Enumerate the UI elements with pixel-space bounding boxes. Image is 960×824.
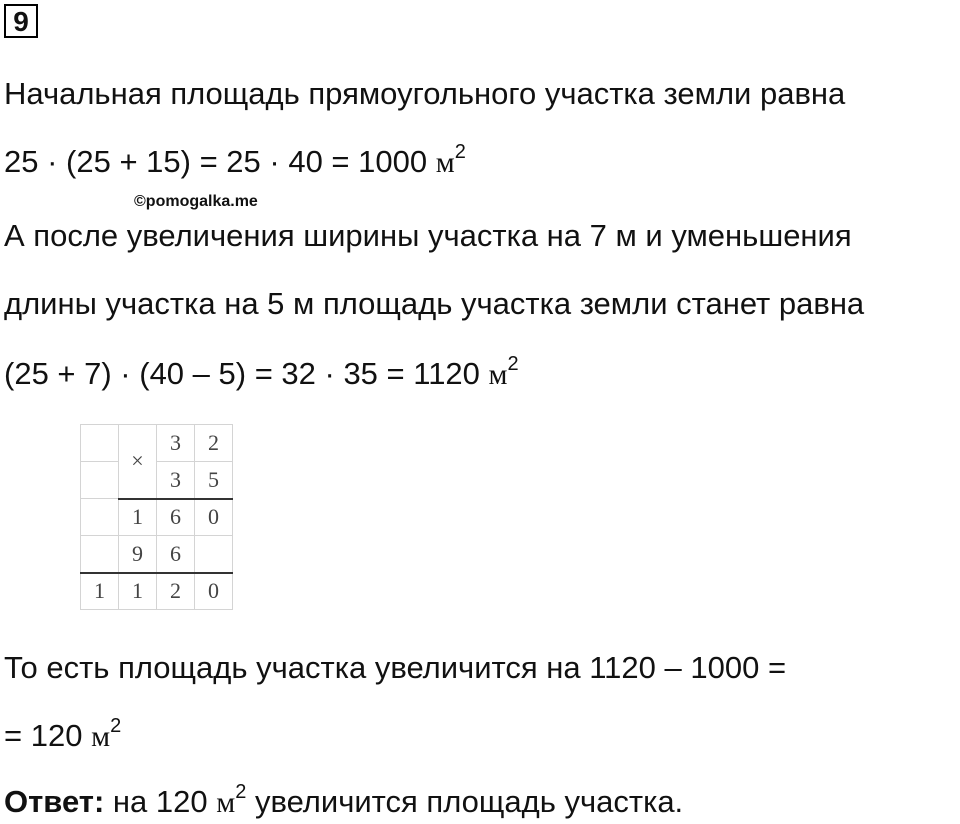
mult-cell: 6 xyxy=(157,536,195,573)
mult-cell: 6 xyxy=(157,499,195,536)
mult-row xyxy=(81,573,233,610)
unit: м xyxy=(216,786,236,819)
answer-line xyxy=(4,781,684,820)
mult-cell xyxy=(195,536,233,573)
mult-cell: 1 xyxy=(81,573,119,610)
answer-label: Ответ: xyxy=(4,784,105,819)
mult-row xyxy=(81,499,233,536)
mult-cell xyxy=(81,536,119,573)
text-line-3: А после увеличения ширины участка на 7 м и уменьшения xyxy=(4,218,852,253)
mult-cell: 9 xyxy=(119,536,157,573)
mult-cell: 0 xyxy=(195,499,233,536)
mult-cell: 1 xyxy=(119,573,157,610)
mult-cell xyxy=(81,425,119,462)
text-line-6: То есть площадь участка увеличится на 1120 – 1000 = xyxy=(4,650,787,685)
mult-row xyxy=(81,425,233,462)
mult-cell: 2 xyxy=(157,573,195,610)
multiply-sign: × xyxy=(119,425,157,499)
expression-text: (25 + 7) · (40 – 5) = 32 · 35 = 1120 xyxy=(4,356,480,391)
answer-text-end: увеличится площадь участка. xyxy=(254,784,684,819)
unit: м xyxy=(435,146,455,179)
column-multiplication xyxy=(80,424,233,610)
mult-row xyxy=(81,462,233,499)
mult-row xyxy=(81,536,233,573)
answer-text: на 120 xyxy=(112,784,208,819)
unit: м xyxy=(91,720,111,753)
text-line-1: Начальная площадь прямоугольного участка земли равна xyxy=(4,76,846,111)
problem-number: 9 xyxy=(4,4,38,38)
mult-cell xyxy=(81,499,119,536)
unit-exponent: 2 xyxy=(110,715,122,737)
mult-cell: 3 xyxy=(157,425,195,462)
unit-exponent: 2 xyxy=(235,781,247,803)
text-line-4: длины участка на 5 м площадь участка земли станет равна xyxy=(4,286,865,321)
expression-new-area xyxy=(4,353,519,392)
watermark: ©pomogalka.me xyxy=(134,193,258,210)
expression-difference xyxy=(4,715,122,754)
mult-cell: 2 xyxy=(195,425,233,462)
unit: м xyxy=(488,358,508,391)
mult-cell: 0 xyxy=(195,573,233,610)
expression-initial-area xyxy=(4,141,466,180)
expression-text: 25 · (25 + 15) = 25 · 40 = 1000 xyxy=(4,144,428,179)
mult-cell xyxy=(81,462,119,499)
expression-text: = 120 xyxy=(4,718,83,753)
unit-exponent: 2 xyxy=(507,353,519,375)
unit-exponent: 2 xyxy=(454,141,466,163)
mult-cell: 1 xyxy=(119,499,157,536)
mult-cell: 3 xyxy=(157,462,195,499)
mult-cell: 5 xyxy=(195,462,233,499)
